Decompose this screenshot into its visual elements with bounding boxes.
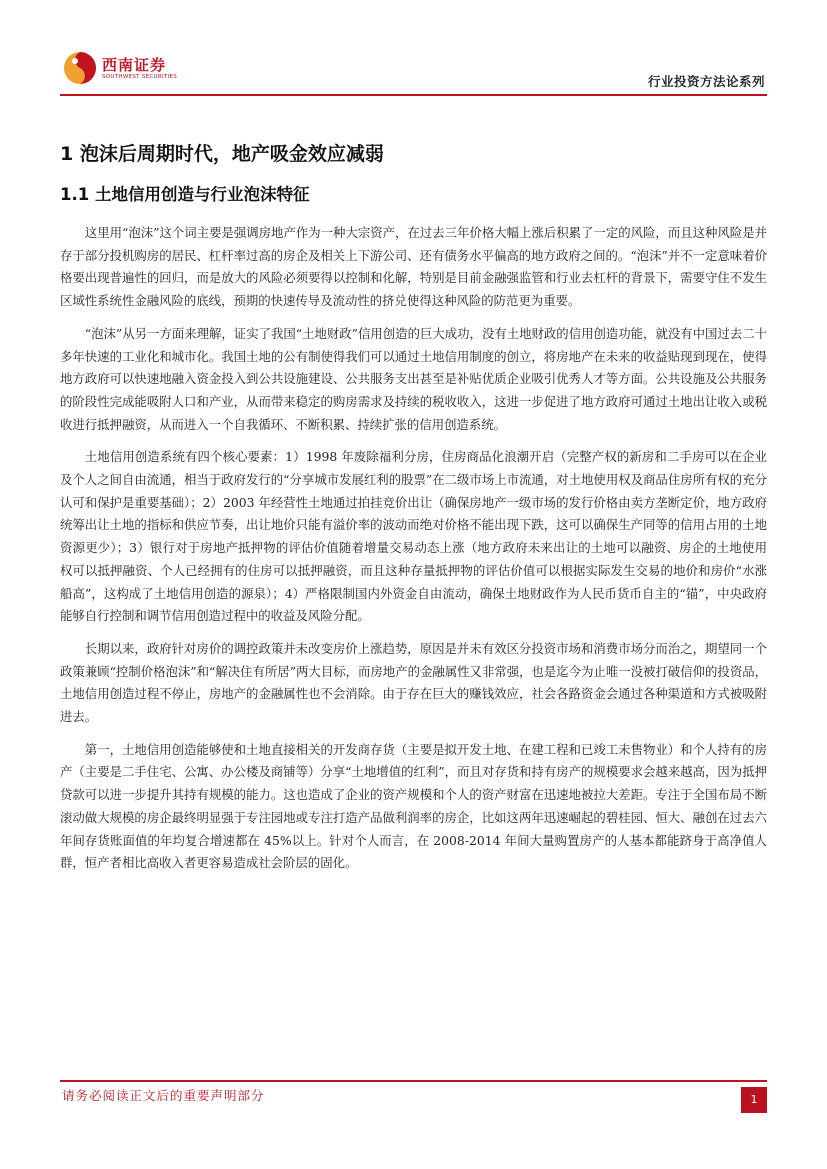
series-title: 行业投资方法论系列 — [647, 74, 765, 89]
paragraph: “泡沫”从另一方面来理解，证实了我国“土地财政”信用创造的巨大成功，没有土地财政的信用创造功能，就没有中国过去二十多年快速的工业化和城市化。我国土地的公有制使得我们可以通过土地信用制度的创立，将房地产在未来的收益贴现到现在，使得地方政府可以快速地融入资金投入到公共设施建设、公共服务支出甚至是补贴优质企业吸引优秀人才等方面。公共设施及公共服务的阶段性完成能吸附人口和产业，从而带来稳定的购房需求及持续的税收收入，这进一步促进了地方政府可通过土地出让收入或税收进行抵押融资，从而进入一个自我循环、不断积累、持续扩张的信用创造系统。 — [60, 325, 767, 432]
page-header — [0, 0, 827, 100]
header-divider — [60, 94, 767, 96]
subsection-heading: 1.1 土地信用创造与行业泡沫特征 — [60, 185, 310, 204]
main-content — [60, 130, 767, 885]
page-number: 1 — [741, 1087, 767, 1113]
logo-chinese-name: 西南证券 — [102, 56, 167, 74]
paragraph: 长期以来，政府针对房价的调控政策并未改变房价上涨趋势，原因是并未有效区分投资市场和消费市场分而治之，期望同一个政策兼顾“控制价格泡沫”和“解决住有所居”两大目标，而房地产的金融属性又非常强，也是迄今为止唯一没被打破信仰的投资品，土地信用创造过程不停止，房地产的金融属性也不会消除。由于存在巨大的赚钱效应，社会各路资金会通过各种渠道和方式被吸附进去。 — [60, 640, 767, 725]
company-logo — [62, 50, 178, 86]
paragraph: 第一，土地信用创造能够使和土地直接相关的开发商存货（主要是拟开发土地、在建工程和已竣工未售物业）和个人持有的房产（主要是二手住宅、公寓、办公楼及商铺等）分享“土地增值的红利”，而且对存货和持有房产的规模要求会越来越高，因为抵押贷款可以进一步提升其持有规模的能力。这也造成了企业的资产规模和个人的资产财富在迅速地被拉大差距。专注于全国布局不断滚动做大规模的房企最终明显强于专注园地或专注打造产品做利润率的房企，比如这两年迅速崛起的碧桂园、恒大、融创在过去六年间存货账面值的年均复合增速都在 45%以上。针对个人而言，在 2008-2014 年间大量购置房产的人基本都能跻身于高净值人群，恒产者相比高收入者更容易造成社会阶层的固化。 — [60, 741, 767, 871]
footer-divider — [60, 1080, 767, 1082]
paragraph: 这里用“泡沫”这个词主要是强调房地产作为一种大宗资产，在过去三年价格大幅上涨后积累了一定的风险，而且这种风险是并存于部分投机购房的居民、杠杆率过高的房企及相关上下游公司、还有债务水平偏高的地方政府之间的。“泡沫”并不一定意味着价格要出现普遍性的回归，而是放大的风险必须要得以控制和化解，特别是目前金融强监管和行业去杠杆的背景下，需要守住不发生区域性系统性金融风险的底线，预期的快速传导及流动性的挤兑使得这种风险的防范更为重要。 — [60, 225, 767, 309]
footer-disclaimer: 请务必阅读正文后的重要声明部分 — [62, 1088, 265, 1103]
logo-mark-icon — [62, 50, 98, 86]
logo-english-name: SOUTHWEST SECURITIES — [102, 74, 178, 80]
paragraph: 土地信用创造系统有四个核心要素：1）1998 年废除福利分房，住房商品化浪潮开启（完整产权的新房和二手房可以在企业及个人之间自由流通，相当于政府发行的“分享城市发展红利的股票”在二级市场上市流通，对土地使用权及商品住房所有权的充分认可和保护是重要基础）；2）2003 年经营性土地通过拍挂竞价出让（确保房地产一级市场的发行价格由卖方垄断定价，地方政府统筹出让土地的指标和供应节奏，出让地价只能有溢价率的波动而绝对价格不能出现下跌，这可以确保生产同等的信用占用的土地资源更少）；3）银行对于房地产抵押物的评估价值随着增量交易动态上涨（地方政府未来出让的土地可以融资、房企的土地使用权可以抵押融资、个人已经拥有的住房可以抵押融资，而且这种存量抵押物的评估价值可以根据实际发生交易的地价和房价“水涨船高”，这构成了土地信用创造的源泉）；4）严格限制国内外资金自由流动，确保土地财政作为人民币货币自主的“锚”，中央政府能够自行控制和调节信用创造过程中的收益及风险分配。 — [60, 449, 767, 624]
section-heading: 1 泡沫后周期时代，地产吸金效应减弱 — [60, 143, 384, 165]
